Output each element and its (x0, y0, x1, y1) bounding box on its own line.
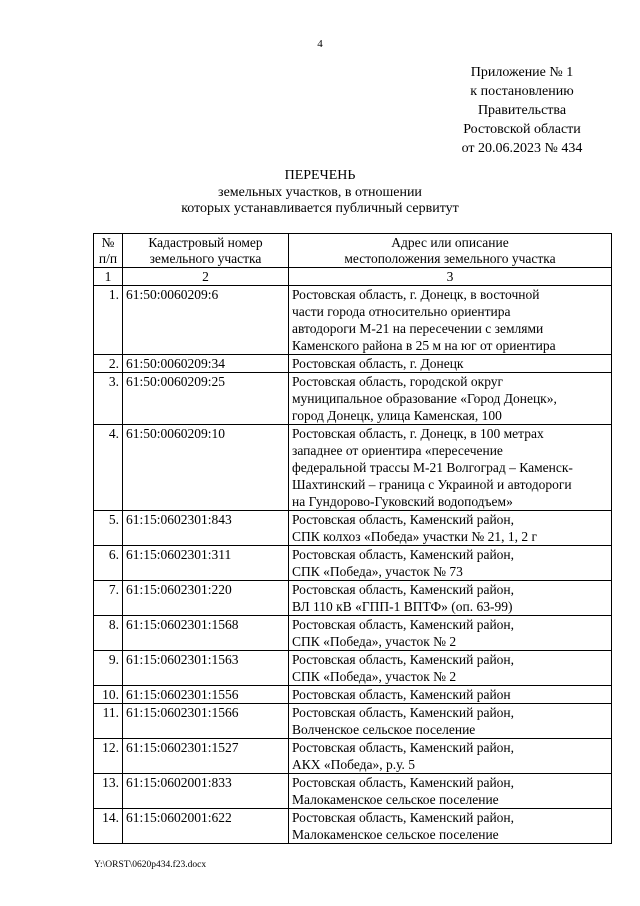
address-line: Ростовская область, г. Донецк, в восточной (292, 287, 540, 302)
address-description (289, 546, 612, 581)
table-row (94, 739, 612, 774)
address-line: западнее от ориентира «пересечение (292, 443, 503, 458)
address-description (289, 739, 612, 774)
address-line: Ростовская область, Каменский район (292, 687, 511, 702)
row-number: 10. (94, 686, 123, 704)
land-plots-table (93, 233, 612, 844)
document-title (0, 168, 640, 217)
cadastral-number: 61:50:0060209:34 (123, 355, 289, 373)
row-number: 2. (94, 355, 123, 373)
address-line: Волченское сельское поселение (292, 722, 476, 737)
row-number: 6. (94, 546, 123, 581)
row-number: 11. (94, 704, 123, 739)
header-cadastral: Кадастровый номер земельного участка (123, 234, 289, 268)
cadastral-number: 61:15:0602301:1563 (123, 651, 289, 686)
title-heading: ПЕРЕЧЕНЬ (284, 168, 356, 183)
address-line: Ростовская область, Каменский район, (292, 582, 515, 597)
appendix-line: Приложение № 1 (470, 65, 574, 80)
cadastral-number: 61:50:0060209:6 (123, 286, 289, 355)
cadastral-number: 61:15:0602301:220 (123, 581, 289, 616)
appendix-line: Правительства (477, 103, 567, 118)
row-number: 3. (94, 373, 123, 425)
address-line: город Донецк, улица Каменская, 100 (292, 408, 502, 423)
address-line: Ростовская область, Каменский район, (292, 740, 515, 755)
cadastral-number: 61:15:0602001:622 (123, 809, 289, 844)
table-row (94, 355, 612, 373)
address-description (289, 704, 612, 739)
address-description (289, 286, 612, 355)
address-line: ВЛ 110 кВ «ГПП-1 ВПТФ» (оп. 63-99) (292, 599, 513, 614)
title-line: которых устанавливается публичный сервитут (181, 201, 459, 216)
cadastral-number: 61:15:0602301:1527 (123, 739, 289, 774)
address-line: Малокаменское сельское поселение (292, 827, 499, 842)
appendix-line: к постановлению (470, 84, 574, 99)
address-line: Ростовская область, Каменский район, (292, 705, 515, 720)
row-number: 12. (94, 739, 123, 774)
address-description (289, 425, 612, 511)
column-number: 3 (289, 268, 612, 286)
table-row (94, 546, 612, 581)
address-description (289, 373, 612, 425)
address-line: Ростовская область, Каменский район, (292, 775, 515, 790)
address-description (289, 651, 612, 686)
cadastral-number: 61:15:0602301:843 (123, 511, 289, 546)
address-line: СПК колхоз «Победа» участки № 21, 1, 2 г (292, 529, 537, 544)
row-number: 1. (94, 286, 123, 355)
address-line: Ростовская область, Каменский район, (292, 617, 515, 632)
address-line: на Гундорово-Гуковский водоподъем» (292, 494, 513, 509)
table-row (94, 651, 612, 686)
address-description (289, 355, 612, 373)
cadastral-number: 61:15:0602301:1556 (123, 686, 289, 704)
address-line: АКХ «Победа», р.у. 5 (292, 757, 416, 772)
address-line: Каменского района в 25 м на юг от ориентира (292, 338, 556, 353)
row-number: 14. (94, 809, 123, 844)
address-line: Малокаменское сельское поселение (292, 792, 499, 807)
address-line: Ростовская область, городской округ (292, 374, 504, 389)
address-line: СПК «Победа», участок № 2 (292, 634, 457, 649)
address-line: муниципальное образование «Город Донецк», (292, 391, 557, 406)
cadastral-number: 61:50:0060209:10 (123, 425, 289, 511)
address-description (289, 616, 612, 651)
column-number: 1 (94, 268, 123, 286)
address-line: Ростовская область, г. Донецк (292, 356, 464, 371)
address-line: СПК «Победа», участок № 73 (292, 564, 463, 579)
address-line: СПК «Победа», участок № 2 (292, 669, 457, 684)
table-row (94, 425, 612, 511)
row-number: 9. (94, 651, 123, 686)
address-description (289, 511, 612, 546)
cadastral-number: 61:15:0602301:1568 (123, 616, 289, 651)
address-description (289, 581, 612, 616)
appendix-block (437, 63, 607, 158)
title-line: земельных участков, в отношении (218, 185, 422, 200)
appendix-line: от 20.06.2023 № 434 (461, 141, 583, 156)
address-line: Шахтинский – граница с Украиной и автодороги (292, 477, 572, 492)
address-line: Ростовская область, Каменский район, (292, 810, 515, 825)
cadastral-number: 61:15:0602301:311 (123, 546, 289, 581)
address-line: Ростовская область, Каменский район, (292, 547, 515, 562)
table-row (94, 704, 612, 739)
address-line: Ростовская область, Каменский район, (292, 512, 515, 527)
address-line: федеральной трассы М-21 Волгоград – Каменск- (292, 460, 573, 475)
address-line: части города относительно ориентира (292, 304, 511, 319)
row-number: 7. (94, 581, 123, 616)
address-description (289, 809, 612, 844)
appendix-line: Ростовской области (463, 122, 581, 137)
table-row (94, 774, 612, 809)
cadastral-number: 61:50:0060209:25 (123, 373, 289, 425)
table-row (94, 511, 612, 546)
table-row (94, 581, 612, 616)
address-description (289, 774, 612, 809)
table-row (94, 809, 612, 844)
table-header-row (94, 234, 612, 268)
column-number: 2 (123, 268, 289, 286)
table-row (94, 373, 612, 425)
address-line: Ростовская область, г. Донецк, в 100 метрах (292, 426, 544, 441)
row-number: 5. (94, 511, 123, 546)
table-row (94, 616, 612, 651)
address-line: автодороги М-21 на пересечении с землями (292, 321, 544, 336)
table-row (94, 286, 612, 355)
cadastral-number: 61:15:0602301:1566 (123, 704, 289, 739)
row-number: 13. (94, 774, 123, 809)
cadastral-number: 61:15:0602001:833 (123, 774, 289, 809)
file-path-footer: Y:\ORST\0620p434.f23.docx (94, 860, 207, 870)
header-num: № п/п (94, 234, 123, 268)
header-address: Адрес или описание местоположения земельного участка (289, 234, 612, 268)
row-number: 8. (94, 616, 123, 651)
row-number: 4. (94, 425, 123, 511)
page-number: 4 (317, 38, 323, 50)
address-description (289, 686, 612, 704)
address-line: Ростовская область, Каменский район, (292, 652, 515, 667)
table-body (94, 286, 612, 844)
column-numbers-row (94, 268, 612, 286)
table-row (94, 686, 612, 704)
